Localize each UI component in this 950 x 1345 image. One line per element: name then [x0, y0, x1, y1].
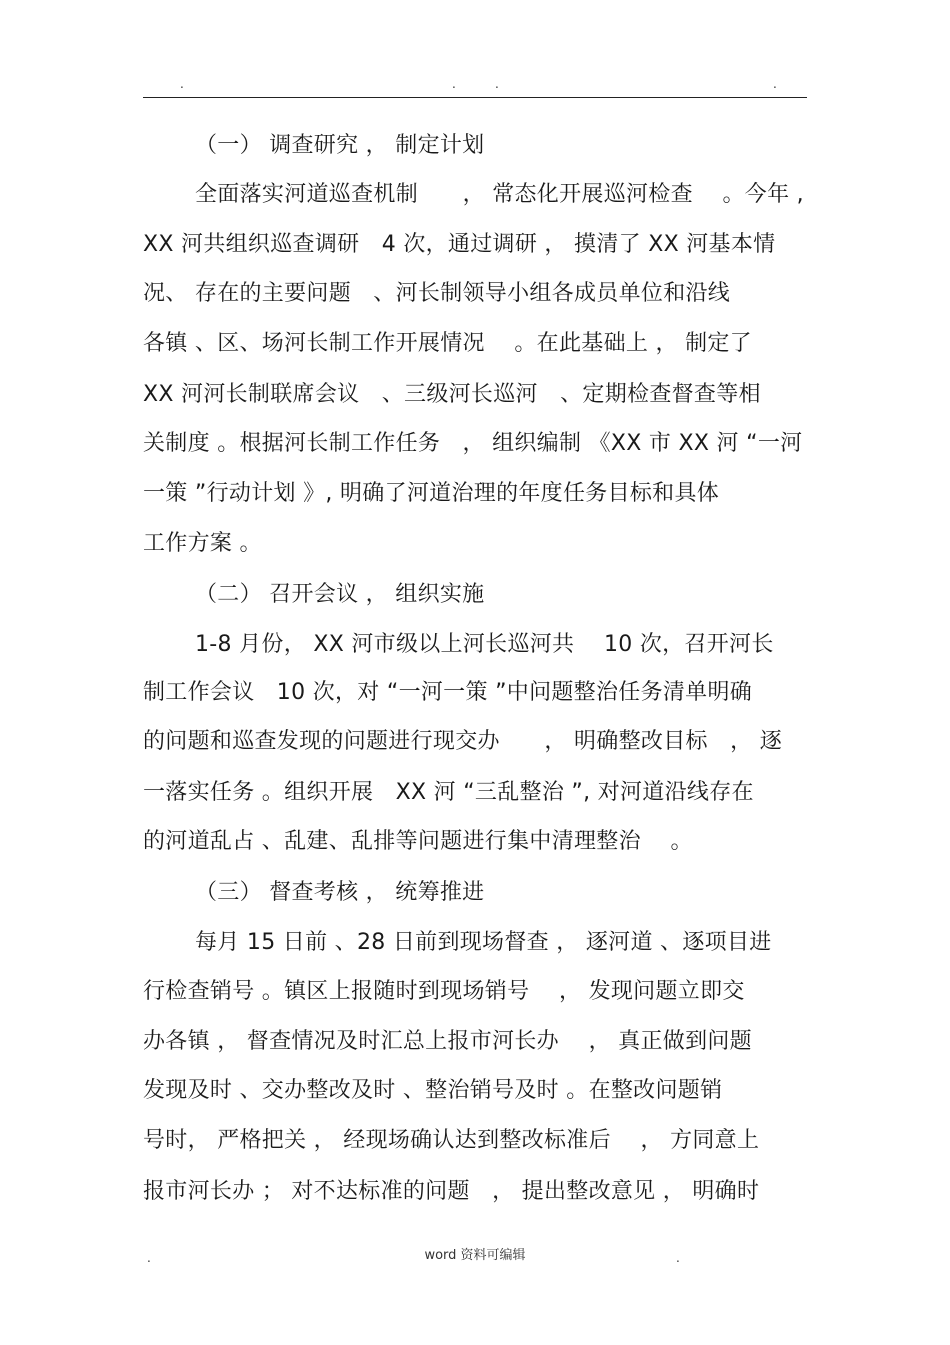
paragraph-line: 制工作会议 10 次，对 “一河一策 ”中问题整治任务清单明确	[143, 680, 753, 705]
paragraph-line: 一落实任务 。组织开展 XX 河 “三乱整治 ”, 对河道沿线存在	[143, 780, 754, 805]
header-dot: .	[773, 77, 777, 91]
footer-dot: .	[676, 1251, 680, 1265]
paragraph-line: 的问题和巡查发现的问题进行现交办 ， 明确整改目标 ， 逐	[143, 729, 782, 754]
paragraph-line: XX 河河长制联席会议 、三级河长巡河 、定期检查督查等相	[143, 382, 761, 407]
paragraph-line: XX 河共组织巡查调研 4 次，通过调研 ， 摸清了 XX 河基本情	[143, 232, 776, 257]
paragraph-line: 一策 ”行动计划 》, 明确了河道治理的年度任务目标和具体	[143, 481, 720, 506]
header-dot: .	[180, 77, 184, 91]
header-dot: .	[452, 77, 456, 91]
footer-text: word 资料可编辑	[424, 1248, 526, 1263]
paragraph-line: 1-8 月份， XX 河市级以上河长巡河共 10 次，召开河长	[195, 632, 774, 657]
paragraph-line: 每月 15 日前 、28 日前到现场督查 ， 逐河道 、逐项目进	[195, 930, 772, 955]
paragraph-line: 各镇 、区、场河长制工作开展情况 。在此基础上 ， 制定了	[143, 331, 752, 356]
paragraph-line: 行检查销号 。镇区上报随时到现场销号 ， 发现问题立即交	[143, 979, 745, 1004]
paragraph-line: 报市河长办 ； 对不达标准的问题 ， 提出整改意见 ， 明确时	[143, 1179, 760, 1204]
paragraph-line: 号时， 严格把关 ， 经现场确认达到整改标准后 ， 方同意上	[143, 1128, 760, 1153]
section-heading-1: （一） 调查研究 ， 制定计划	[195, 133, 485, 158]
paragraph-line: 办各镇 ， 督查情况及时汇总上报市河长办 ， 真正做到问题	[143, 1029, 752, 1054]
paragraph-line: 关制度 。根据河长制工作任务 ， 组织编制 《XX 市 XX 河 “一河	[143, 431, 803, 456]
paragraph-line: 工作方案 。	[143, 531, 262, 556]
paragraph-line: 况、 存在的主要问题 、河长制领导小组各成员单位和沿线	[143, 281, 731, 306]
section-heading-2: （二） 召开会议 ， 组织实施	[195, 582, 485, 607]
paragraph-line: 的河道乱占 、乱建、乱排等问题进行集中清理整治 。	[143, 829, 693, 854]
footer-dot: .	[147, 1251, 151, 1265]
paragraph-line: 发现及时 、交办整改及时 、整治销号及时 。在整改问题销	[143, 1078, 723, 1103]
header-rule	[143, 97, 807, 98]
header-dot: .	[495, 77, 499, 91]
paragraph-line: 全面落实河道巡查机制 ， 常态化开展巡河检查 。今年 ,	[195, 182, 804, 207]
section-heading-3: （三） 督查考核 ， 统筹推进	[195, 880, 485, 905]
